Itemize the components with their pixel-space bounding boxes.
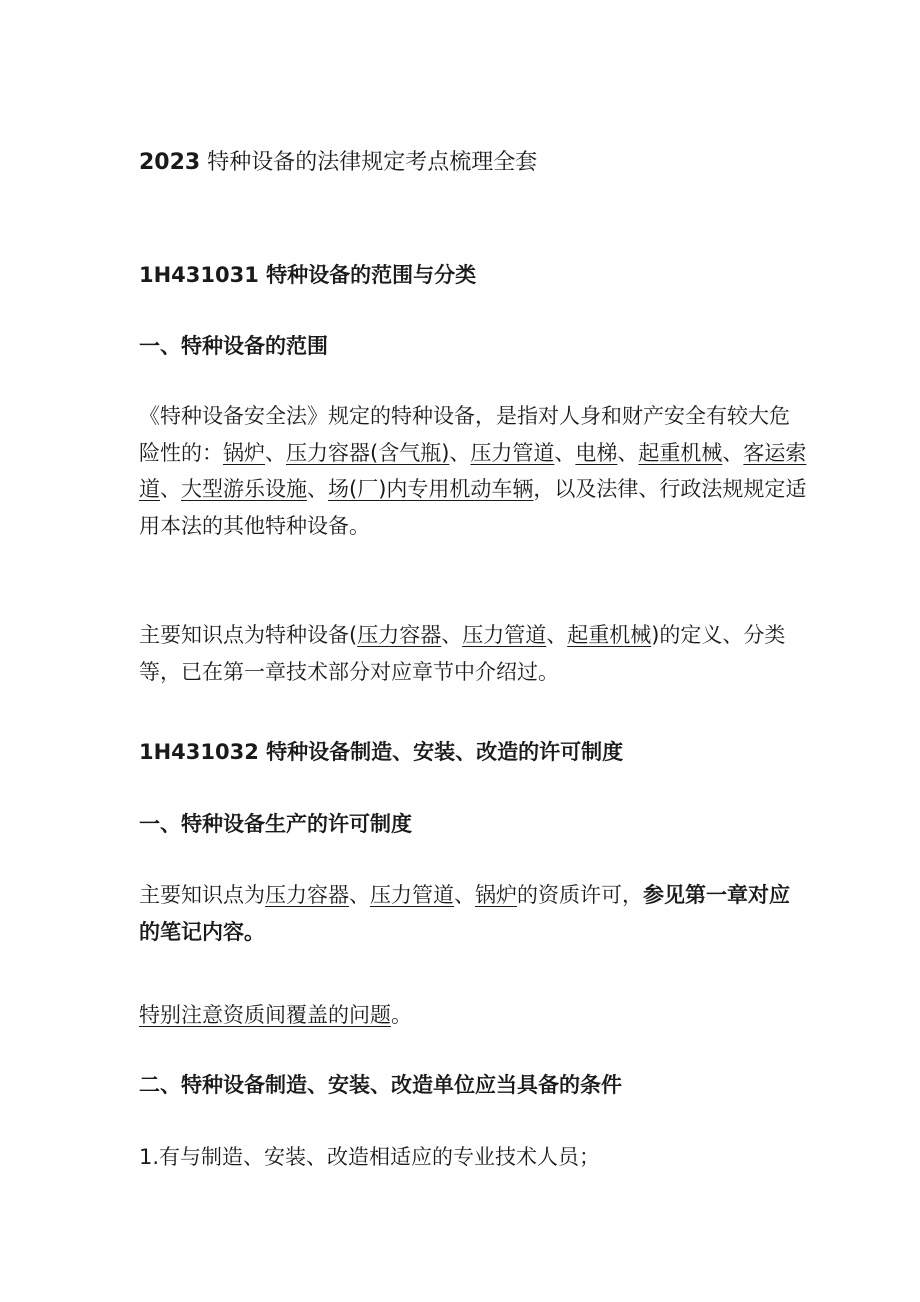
subheading-unit-conditions: 二、特种设备制造、安装、改造单位应当具备的条件 (139, 1073, 622, 1097)
subheading-scope: 一、特种设备的范围 (139, 334, 328, 358)
paragraph-knowledge-points (139, 617, 809, 690)
paragraph-scope-definition (139, 398, 809, 544)
subheading-license-system: 一、特种设备生产的许可制度 (139, 812, 412, 836)
coverage-note: 特别注意资质间覆盖的问题 (139, 1003, 391, 1027)
paragraph-license-qualification (139, 877, 809, 950)
term-amusement-facility: 大型游乐设施 (181, 477, 307, 501)
text: 主要知识点为特种设备( (139, 623, 358, 647)
separator: 、 (349, 883, 370, 907)
title-year: 2023 (139, 150, 201, 175)
separator: 、 (454, 883, 475, 907)
separator: 、 (449, 440, 471, 465)
text: )的定义、分类等，已在第一章技术部分对应章节中介绍过。 (139, 623, 786, 684)
term-site-vehicle: 场(厂)内专用机动车辆 (328, 477, 534, 501)
section-heading-1h431032: 1H431032 特种设备制造、安装、改造的许可制度 (139, 740, 624, 764)
separator: 、 (722, 440, 744, 465)
text: 主要知识点为 (139, 883, 265, 907)
term-pressure-vessel: 压力容器 (357, 623, 442, 647)
separator: 、 (617, 440, 639, 465)
text: 的资质许可， (517, 883, 643, 907)
term-hoisting-machinery: 起重机械 (567, 623, 652, 647)
separator: 、 (160, 477, 181, 501)
term-pressure-pipeline: 压力管道 (370, 883, 454, 907)
term-pressure-pipeline: 压力管道 (462, 623, 547, 647)
text: ，以及法律、行政法规规定适用本法的其他特种设备。 (139, 477, 807, 538)
term-pressure-vessel: 压力容器 (265, 883, 349, 907)
text: 。 (391, 1003, 412, 1027)
title-text: 特种设备的法律规定考点梳理全套 (207, 150, 538, 175)
text: 《特种设备安全法》规定的特种设备，是指对人身和财产安全有较大危险性的： (139, 404, 790, 465)
term-pressure-vessel: 压力容器(含气瓶) (286, 440, 450, 465)
term-boiler: 锅炉 (475, 883, 517, 907)
paragraph-coverage-note (139, 997, 809, 1034)
separator: 、 (546, 623, 568, 647)
section-heading-1h431031: 1H431031 特种设备的范围与分类 (139, 263, 477, 287)
separator: 、 (265, 440, 286, 465)
term-pressure-pipeline: 压力管道 (470, 440, 555, 465)
separator: 、 (307, 477, 328, 501)
document-title (139, 147, 839, 179)
bold-note: 参见第一章对应的笔记内容。 (139, 883, 790, 944)
separator: 、 (554, 440, 576, 465)
term-elevator: 电梯 (575, 440, 618, 465)
term-hoisting-machinery: 起重机械 (638, 440, 723, 465)
term-boiler: 锅炉 (223, 440, 265, 465)
separator: 、 (441, 623, 463, 647)
list-item-1: 1.有与制造、安装、改造相适应的专业技术人员； (139, 1145, 601, 1169)
term-ropeway: 客运索道 (139, 440, 807, 501)
